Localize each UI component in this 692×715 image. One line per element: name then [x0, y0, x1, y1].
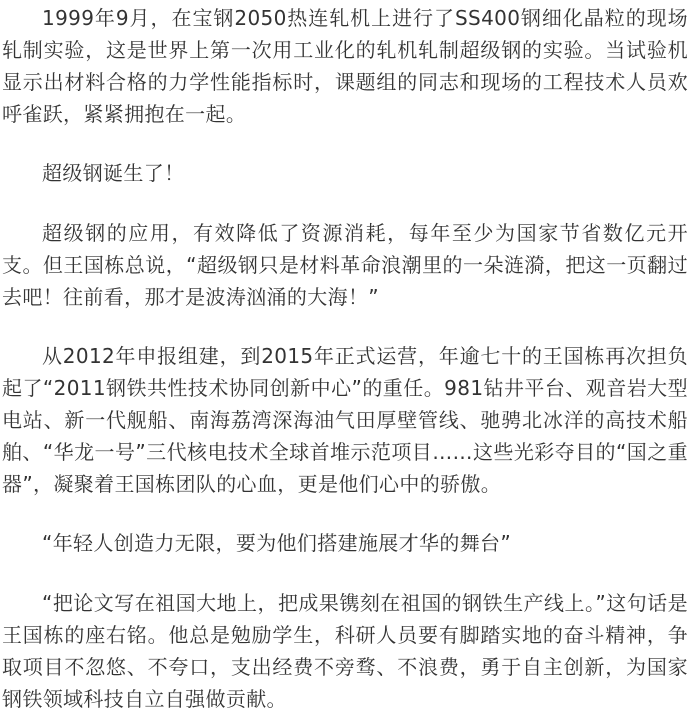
paragraph-subheading-young-people: “年轻人创造力无限，要为他们搭建施展才华的舞台” — [42, 531, 512, 555]
paragraph-innovation-center: 从2012年申报组建，到2015年正式运营，年逾七十的王国栋再次担负起了“2011钢铁共性技术协同创新中心”的重任。981钻井平台、观音岩大型电站、新一代舰船、南海荔湾深海油气田厚壁管线、驰骋北冰洋的高技术船舶、“华龙一号”三代核电技术全球首堆示范项目……这些光彩夺目的“国之重器”，凝聚着王国栋团队的心血，更是他们心中的骄傲。 — [2, 344, 688, 496]
paragraph-super-steel-application: 超级钢的应用，有效降低了资源消耗，每年至少为国家节省数亿元开支。但王国栋总说，“超级钢只是材料革命浪潮里的一朵涟漪，把这一页翻过去吧！往前看，那才是波涛汹涌的大海！” — [2, 221, 688, 309]
paragraph-motto: “把论文写在祖国大地上，把成果镌刻在祖国的钢铁生产线上。”这句话是王国栋的座右铭。他总是勉励学生，科研人员要有脚踏实地的奋斗精神，争取项目不忽悠、不夸口，支出经费不旁骛、不浪费，勇于自主创新，为国家钢铁领域科技自立自强做贡献。 — [2, 591, 688, 711]
paragraph-baosteel-experiment: 1999年9月，在宝钢2050热连轧机上进行了SS400钢细化晶粒的现场轧制实验，这是世界上第一次用工业化的轧机轧制超级钢的实验。当试验机显示出材料合格的力学性能指标时，课题组的同志和现场的工程技术人员欢呼雀跃，紧紧拥抱在一起。 — [2, 6, 688, 126]
paragraph-super-steel-born: 超级钢诞生了！ — [42, 161, 185, 185]
